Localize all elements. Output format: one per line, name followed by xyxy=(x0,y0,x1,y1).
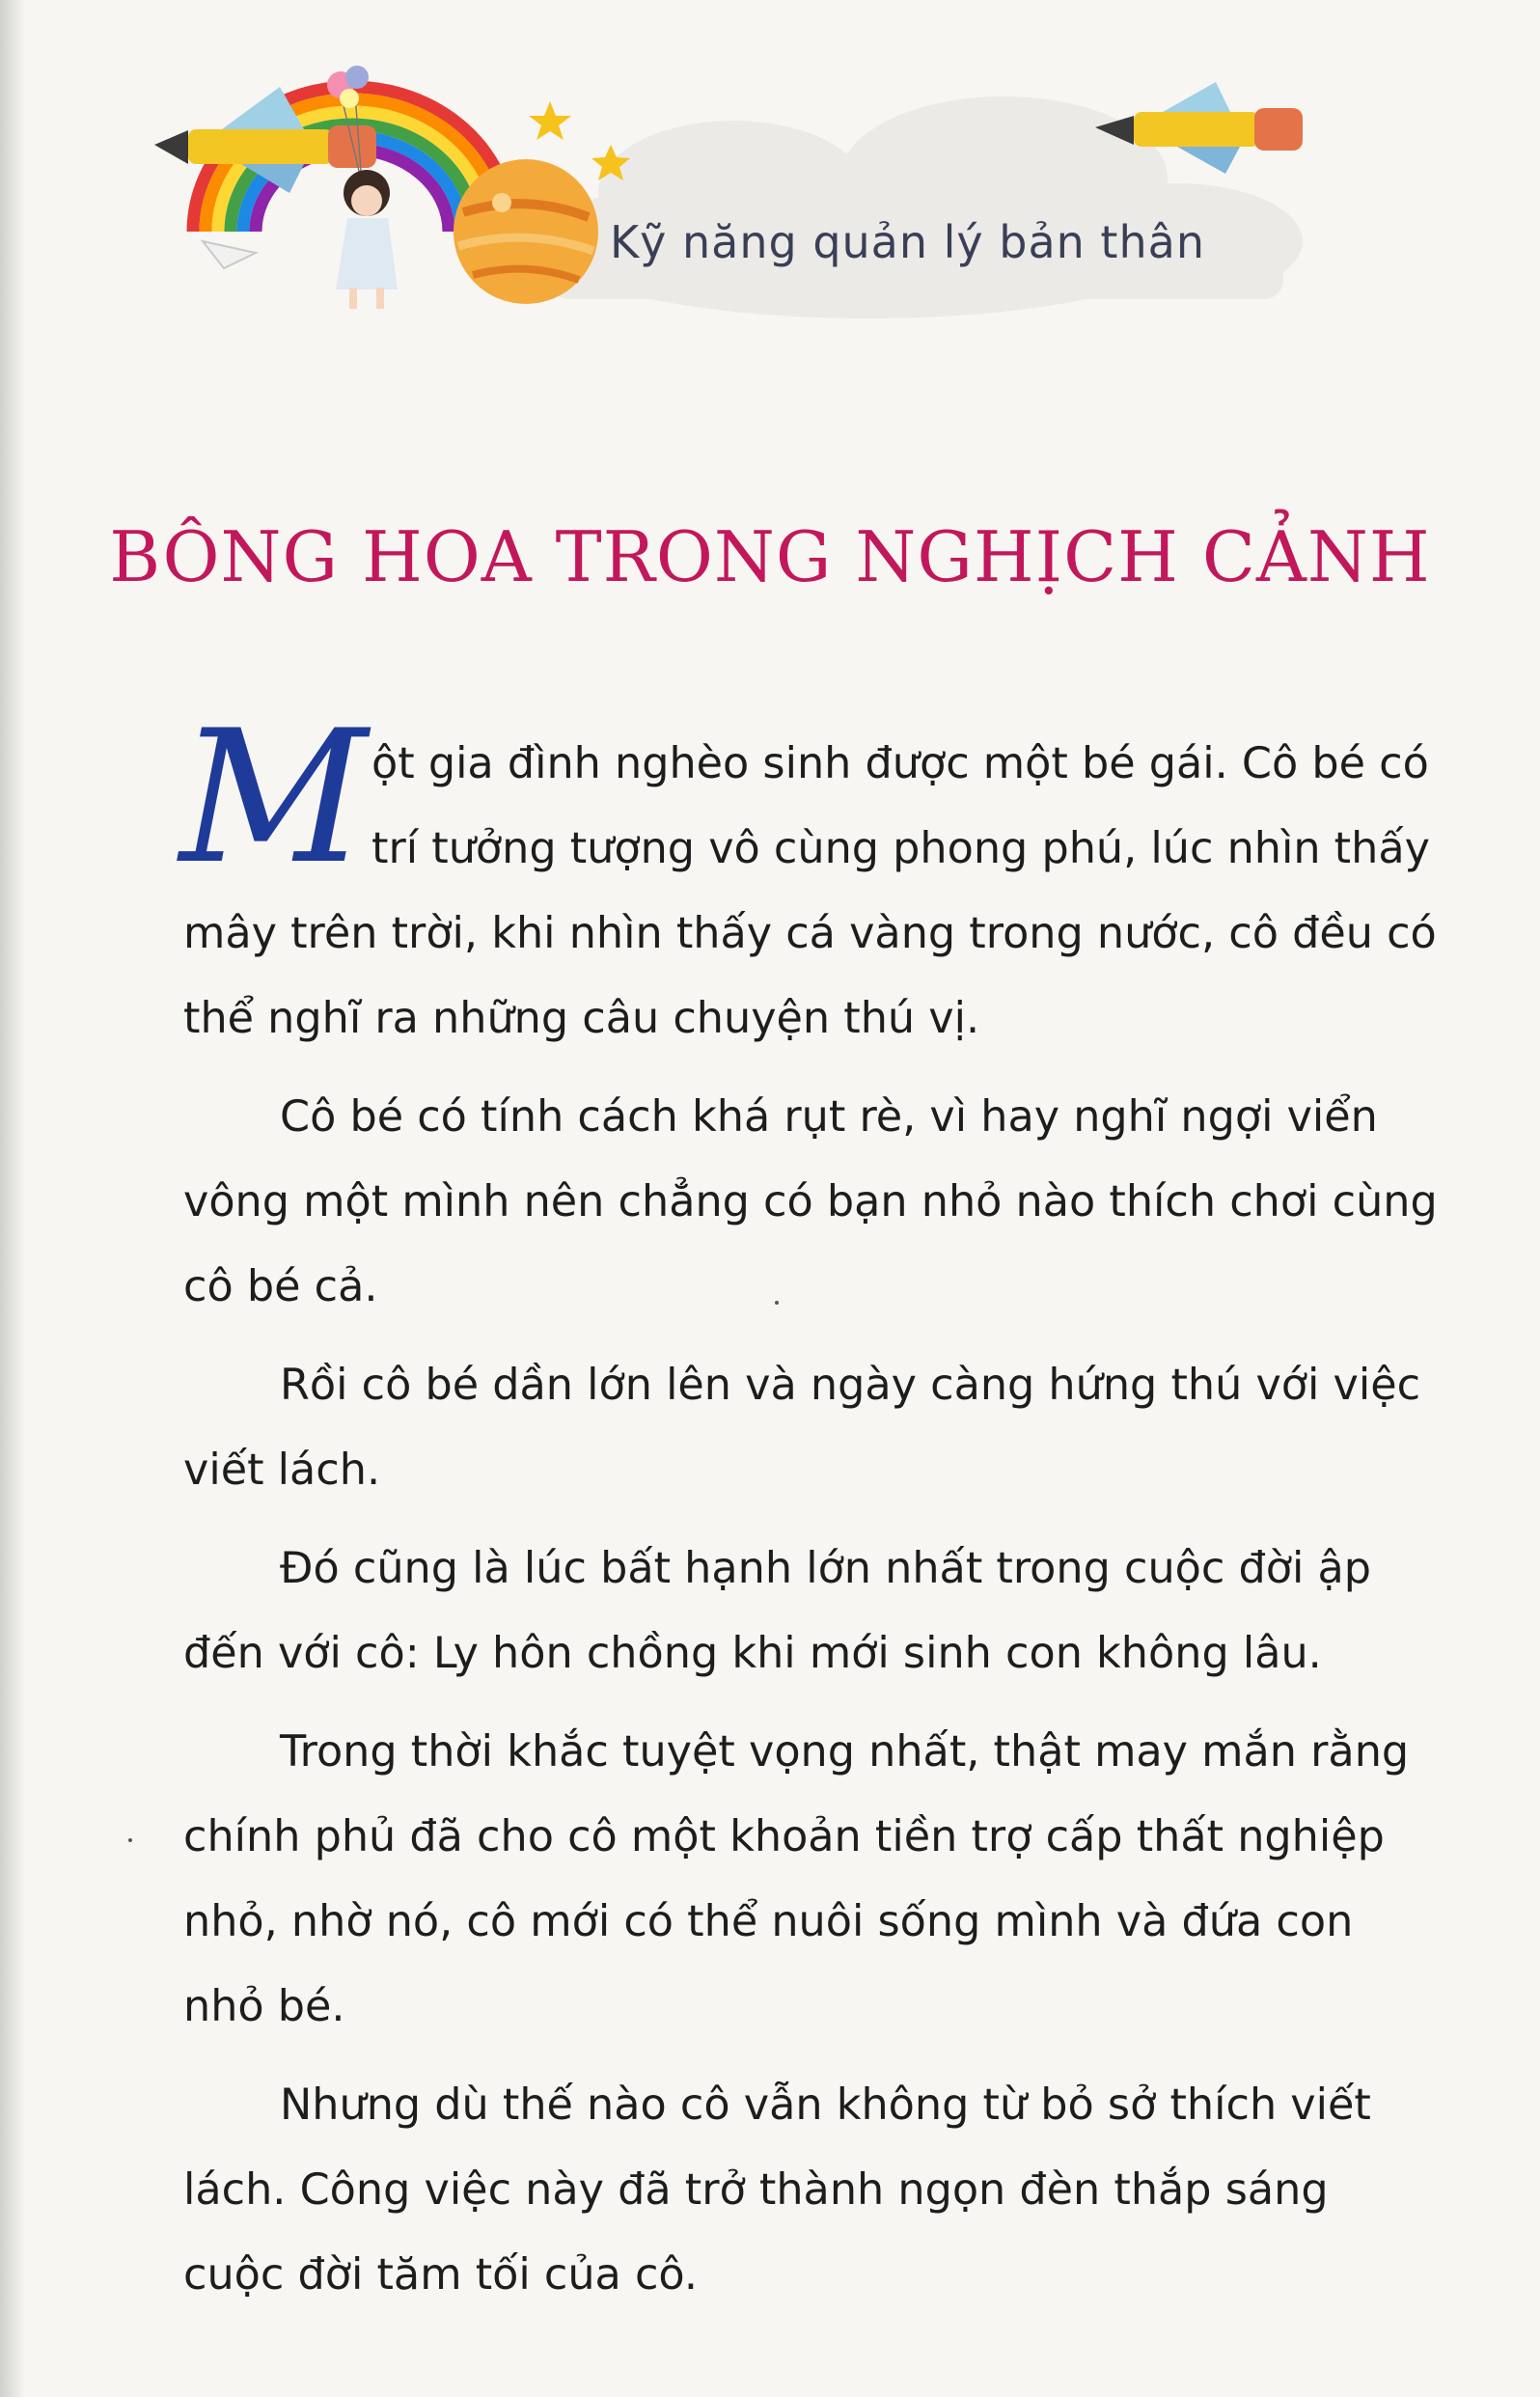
drop-cap-letter: M xyxy=(179,691,368,904)
paragraph-4: Đó cũng là lúc bất hạnh lớn nhất trong cuộc đời ập đến với cô: Ly hôn chồng khi mới sinh con không lâu. xyxy=(183,1544,1372,1678)
scan-speck xyxy=(775,1301,779,1305)
paragraph-1-text: ột gia đình nghèo sinh được một bé gái. Cô bé có trí tưởng tượng vô cùng phong phú, lúc nhìn thấy mây trên trời, khi nhìn thấy cá vàng trong nước, cô đều có thể nghĩ ra những câu chuyện thú vị. xyxy=(183,739,1437,1043)
drop-cap xyxy=(179,691,368,904)
girl-illustration-icon xyxy=(336,170,398,309)
paragraph-1 xyxy=(179,691,1443,1061)
paragraph-2: Cô bé có tính cách khá rụt rè, vì hay nghĩ ngợi viển vông một mình nên chẳng có bạn nhỏ nào thích chơi cùng cô bé cả. xyxy=(183,1092,1438,1311)
book-section-title: Kỹ năng quản lý bản thân xyxy=(610,216,1205,268)
header-illustration xyxy=(135,48,1312,328)
paper-plane-icon xyxy=(203,241,256,268)
story-title: BÔNG HOA TRONG NGHỊCH CẢNH xyxy=(109,516,1431,597)
paragraph-3: Rồi cô bé dần lớn lên và ngày càng hứng thú với việc viết lách. xyxy=(183,1361,1421,1495)
planet-icon xyxy=(454,159,598,304)
page-gutter-shadow xyxy=(0,0,25,2397)
paragraph-5: Trong thời khắc tuyệt vọng nhất, thật may mắn rằng chính phủ đã cho cô một khoản tiền trợ cấp thất nghiệp nhỏ, nhờ nó, cô mới có thể nuôi sống mình và đứa con nhỏ bé. xyxy=(183,1727,1410,2031)
story-body xyxy=(179,691,1443,2331)
paragraph-6: Nhưng dù thế nào cô vẫn không từ bỏ sở thích viết lách. Công việc này đã trở thành ngọn đèn thắp sáng cuộc đời tăm tối của cô. xyxy=(183,2080,1371,2300)
scan-speck xyxy=(128,1838,132,1842)
